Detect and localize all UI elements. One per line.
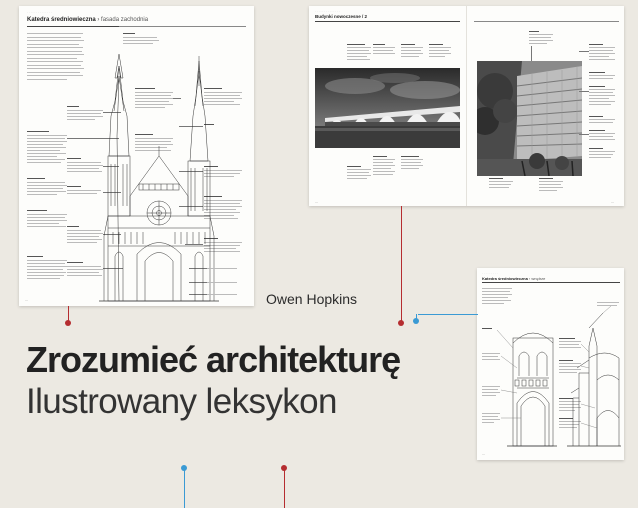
left-page-header: · · · · · · · · · · · · · · [27,10,52,14]
top-right-page-title: Budynki nowoczesne / 2 [315,14,368,19]
book-author: Owen Hopkins [266,291,358,307]
cathedral-facade-drawing [19,6,254,306]
brasilia-palace-photo [315,68,460,148]
book-title: Zrozumieć architekturę [26,339,401,380]
left-page-spread: · · · · · · · · · · · · · · Katedra średniowieczna › fasada zachodnia — [19,6,254,306]
top-right-page-header: · · · · · · · · · · · · · · [315,9,340,13]
bottom-right-page-spread: · · · · · · · · · Katedra średniowieczna › wnętrze — [477,268,624,460]
book-subtitle: Ilustrowany leksykon [26,382,337,421]
modern-building-photo [477,61,582,176]
bottom-right-page-title: Katedra średniowieczna › wnętrze [482,276,546,281]
left-page-title: Katedra średniowieczna › fasada zachodnia [27,17,149,23]
bottom-right-page-header: · · · · · · · · · [482,271,498,275]
red-dot-marker [398,320,404,326]
top-right-page-spread: · · · · · · · · · · · · · · Budynki nowoczesne / 2 — — [309,6,624,206]
red-dot-marker [65,320,71,326]
cathedral-interior-section-drawing [477,268,624,460]
